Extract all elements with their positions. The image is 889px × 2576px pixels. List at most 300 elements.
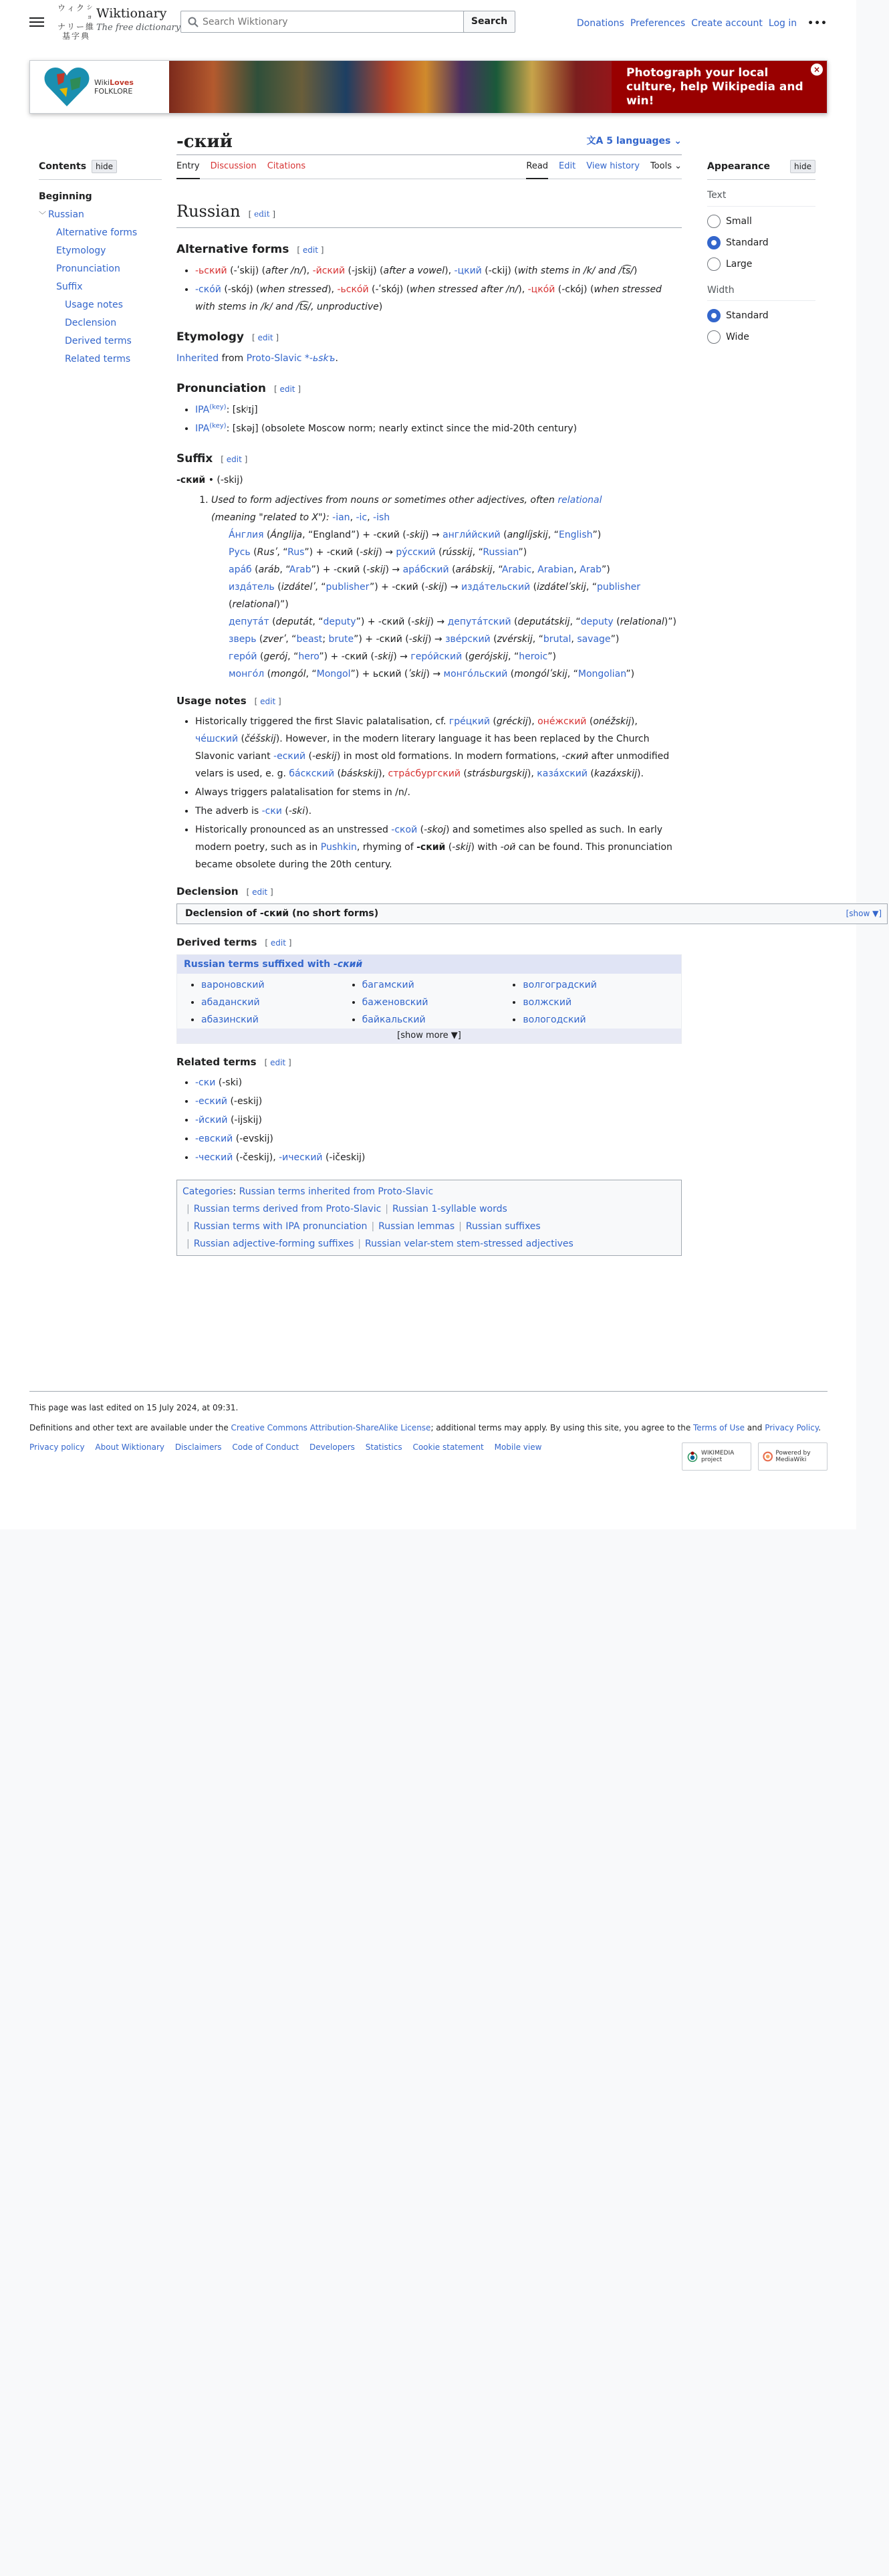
radio-button-selected[interactable] (707, 236, 721, 249)
gloss-link[interactable]: Russian (483, 547, 519, 558)
edit-link[interactable]: edit (254, 209, 270, 219)
category-link[interactable]: Russian suffixes (465, 1221, 541, 1232)
logo-char: ナ (57, 22, 66, 31)
term-link[interactable]: волжский (523, 997, 572, 1008)
usage-notes-list (195, 713, 682, 873)
categories-link[interactable]: Categories (182, 1186, 233, 1197)
term-link[interactable]: Русь (229, 547, 251, 558)
synonym-link[interactable]: -ish (373, 512, 390, 523)
category-link[interactable]: Russian terms with IPA pronunciation (193, 1221, 368, 1232)
gloss-link[interactable]: deputy (580, 617, 614, 627)
page-tabs (176, 155, 682, 179)
term-link[interactable]: баженовский (362, 997, 428, 1008)
section-heading: Alternative forms (176, 243, 289, 256)
heart-globe-icon (43, 66, 90, 108)
preferences-link[interactable]: Preferences (630, 18, 686, 29)
list-item (201, 1011, 357, 1029)
edit-section-link[interactable]: [ edit ] (273, 385, 301, 394)
list-item (195, 1093, 682, 1110)
text-size-standard[interactable] (707, 232, 815, 253)
banner-logo (30, 61, 169, 113)
etymology-text (176, 350, 682, 367)
create-account-link[interactable]: Create account (691, 18, 763, 29)
footer-link-disclaimers[interactable]: Disclaimers (174, 1442, 222, 1452)
radio-label: Standard (726, 310, 769, 322)
gloss-link[interactable]: publisher (597, 582, 640, 593)
term-link[interactable]: геро́йский (410, 651, 463, 662)
section-derived-terms (176, 935, 682, 950)
term-link[interactable]: -цкий (454, 265, 482, 276)
ipa-link[interactable]: IPA (195, 423, 210, 434)
languages-button[interactable] (587, 134, 682, 148)
banner-photo-strip (169, 61, 612, 113)
logo-char: ク (76, 3, 84, 13)
banner-loves: Loves (110, 78, 134, 87)
text-size-label: Text (707, 188, 815, 206)
appearance-hide-button[interactable]: hide (790, 160, 815, 173)
gloss-link[interactable]: publisher (326, 582, 370, 593)
search-button[interactable]: Search (463, 11, 515, 33)
definition-text: Used to form adjectives from nouns or sometimes other adjectives, often (211, 495, 555, 506)
translit: (-ijskij) (230, 1115, 262, 1125)
edit-section-link[interactable]: [ edit ] (264, 1058, 291, 1067)
wikimedia-logo-icon (686, 1449, 698, 1464)
width-label: Width (707, 283, 815, 301)
term-link[interactable]: -ьско́й (337, 284, 369, 295)
relational-link[interactable]: relational (557, 495, 602, 506)
mediawiki-badge[interactable] (758, 1442, 828, 1471)
derived-column (362, 976, 518, 1029)
edit-link[interactable]: edit (270, 1058, 286, 1067)
example-line: депута́т (deputát, “deputy”) + -ский (-skij) → депута́тский (deputátskij, “deputy (relational)”) (229, 617, 676, 627)
headword-line (176, 471, 682, 489)
term-link[interactable]: оне́жский (537, 716, 587, 727)
list-item (362, 976, 518, 994)
category-link[interactable]: Russian 1-syllable words (392, 1204, 507, 1214)
ipa-value: [skəj] (232, 423, 259, 434)
term-link[interactable]: -ско́й (195, 284, 221, 295)
root-link[interactable]: *-ьskъ (304, 353, 336, 364)
term-link[interactable]: депута́т (229, 617, 269, 627)
toc-item-suffix[interactable] (39, 278, 162, 296)
category-link[interactable]: Russian terms inherited from Proto-Slavic (239, 1186, 434, 1197)
list-item (362, 994, 518, 1011)
toc-item-usage-notes[interactable] (39, 296, 162, 314)
site-wordmark[interactable]: Wiktionary (96, 6, 167, 21)
chevron-down-icon: ⌄ (671, 161, 682, 171)
section-heading: Related terms (176, 1056, 257, 1068)
user-navigation (571, 16, 828, 31)
term-link[interactable]: монго́л (229, 669, 265, 679)
toc-item-pronunciation[interactable] (39, 260, 162, 278)
gloss-link[interactable]: Mongolian (578, 669, 626, 679)
gloss-link[interactable]: Mongol (316, 669, 351, 679)
term-link[interactable]: вологодский (523, 1014, 586, 1025)
login-link[interactable]: Log in (768, 18, 797, 29)
definitions-list (211, 492, 682, 683)
logo-char: ウ (57, 3, 66, 13)
term-link[interactable]: стра́сбургский (388, 768, 461, 779)
page-footer (29, 1391, 828, 1463)
tab-citations[interactable]: Citations (267, 161, 306, 171)
derived-terms-box (176, 954, 682, 1044)
list-item (523, 976, 678, 994)
license-pre: Definitions and other text are available under the (29, 1423, 231, 1432)
edit-section-link[interactable]: [ edit ] (248, 209, 276, 219)
appearance-title: Appearance (707, 161, 770, 172)
list-item: • Always triggers palatalisation for stems in /n/. (195, 784, 682, 801)
derived-head-word: -ский (334, 959, 363, 970)
list-item (195, 1149, 682, 1166)
term-link[interactable]: изда́тель (229, 582, 275, 593)
section-heading: Declension (176, 885, 239, 897)
headword: -ский (176, 475, 206, 486)
appearance-panel (707, 159, 815, 348)
section-russian (176, 201, 682, 228)
pronunciation-list (195, 401, 682, 437)
tab-edit[interactable]: Edit (559, 161, 576, 171)
pushkin-link[interactable]: Pushkin (320, 842, 357, 853)
donations-link[interactable]: Donations (576, 18, 624, 29)
list-item (362, 1011, 518, 1029)
footer-badges (682, 1442, 828, 1471)
toc-item-beginning[interactable]: Beginning (39, 191, 92, 203)
translit: (-eskij) (230, 1096, 263, 1107)
gloss-link[interactable]: beast (296, 634, 323, 645)
main-menu-icon[interactable] (29, 15, 44, 29)
list-item: • IPA$^{(key)}$: [skʲɪj] (195, 401, 682, 419)
radio-label: Large (726, 258, 753, 270)
term-link[interactable]: -ческий (195, 1152, 233, 1163)
term-link[interactable]: депута́тский (447, 617, 511, 627)
page-title-row (176, 130, 682, 155)
radio-button-selected[interactable] (707, 309, 721, 322)
gloss-link[interactable]: Rus (287, 547, 305, 558)
proto-slavic-link[interactable]: Proto-Slavic (246, 353, 302, 364)
edit-section-link[interactable]: [ edit ] (246, 887, 273, 897)
mediawiki-logo-icon (763, 1449, 773, 1464)
logo-char: 典 (80, 31, 89, 41)
term-link[interactable]: -цко́й (527, 284, 555, 295)
search-input[interactable] (203, 12, 477, 32)
term-link[interactable]: байкальский (362, 1014, 426, 1025)
license-text (29, 1421, 828, 1434)
gloss-link[interactable]: savage (577, 634, 611, 645)
section-etymology (176, 329, 682, 346)
gloss-link[interactable]: Arab (289, 564, 311, 575)
toc-link[interactable]: Alternative forms (56, 227, 138, 239)
show-declension-toggle[interactable]: [show ▼] (846, 909, 882, 918)
derived-terms-columns (177, 974, 681, 1029)
toc-item-derived-terms[interactable] (39, 332, 162, 350)
toc-item-russian[interactable] (39, 206, 162, 224)
logo-char: ー (76, 22, 84, 31)
derived-column (201, 976, 357, 1029)
related-terms-list (195, 1074, 682, 1166)
term-link[interactable]: -еский (273, 751, 306, 762)
list-item: • Historically pronounced as an unstressed -ской (-skoj) and sometimes also spelled as such. In early modern poetry, such as in Pushkin, rhyming of -ский (-skij) with -ой can be found. This pronunciation became obsolete during the 20th century. (195, 821, 682, 873)
list-item (195, 1111, 682, 1129)
radio-label: Wide (726, 332, 749, 343)
footer-link-mobile-view[interactable]: Mobile view (494, 1442, 542, 1452)
section-heading: Suffix (176, 452, 213, 465)
tab-entry[interactable]: Entry (176, 155, 200, 179)
toc-link[interactable]: Declension (65, 318, 117, 329)
campaign-banner[interactable] (29, 60, 828, 114)
toc-link[interactable]: Related terms (65, 354, 131, 365)
wikimedia-badge[interactable] (682, 1442, 751, 1471)
width-standard[interactable] (707, 305, 815, 326)
term-link[interactable]: волгоградский (523, 980, 597, 990)
toc-item-declension[interactable] (39, 314, 162, 332)
logo-char: 字 (71, 31, 80, 41)
synonym-link[interactable]: -ian (332, 512, 350, 523)
edit-link[interactable]: edit (252, 887, 268, 897)
gloss-link[interactable]: English (558, 530, 593, 540)
edit-section-link[interactable]: [ edit ] (221, 455, 248, 464)
toc-title: Contents (39, 161, 87, 172)
banner-wiki: Wiki (94, 78, 110, 87)
show-more-button[interactable]: [show more ▼] (177, 1029, 681, 1043)
banner-message[interactable] (612, 61, 827, 113)
privacy-link[interactable]: Privacy Policy (765, 1423, 819, 1432)
section-heading: Derived terms (176, 936, 257, 948)
category-link[interactable]: Russian adjective-forming suffixes (193, 1239, 354, 1249)
etymology-from: from (221, 353, 244, 364)
inherited-link[interactable]: Inherited (176, 353, 219, 364)
example-line: ара́б (aráb, “Arab”) + -ский (-skij) → ара́бский (arábskij, “Arabic, Arabian, Arab”) (229, 564, 610, 575)
search-icon (188, 17, 199, 27)
term-link[interactable]: англи́йский (442, 530, 501, 540)
etymology-end: . (335, 353, 338, 364)
derived-category-link[interactable] (184, 959, 362, 970)
toc-item-related-terms[interactable] (39, 350, 162, 368)
section-alternative-forms (176, 241, 682, 258)
section-heading: Etymology (176, 330, 244, 344)
section-heading: Usage notes (176, 695, 247, 707)
declension-table-collapsed[interactable] (176, 903, 888, 924)
mediawiki-badge-text: Powered by MediaWiki (775, 1450, 811, 1463)
term-link[interactable]: вароновский (201, 980, 265, 990)
derived-terms-header (177, 955, 681, 974)
ipa-link[interactable]: IPA (195, 405, 210, 415)
languages-label: 5 languages (606, 136, 671, 146)
derived-column (523, 976, 678, 1029)
term-link[interactable]: багамский (362, 980, 414, 990)
section-declension (176, 884, 682, 899)
term-link[interactable]: геро́й (229, 651, 257, 662)
toc-link[interactable]: Etymology (56, 245, 106, 257)
tools-menu[interactable] (650, 155, 682, 179)
footer-link-code-of-conduct[interactable]: Code of Conduct (232, 1442, 299, 1452)
edit-section-link[interactable]: [ edit ] (297, 245, 324, 255)
tools-label: Tools (650, 161, 672, 171)
license-and: and (744, 1423, 765, 1432)
translit: (-ičeskij) (325, 1152, 366, 1163)
appearance-header (707, 159, 815, 180)
toc-link[interactable]: Suffix (56, 282, 83, 293)
edit-section-link[interactable]: [ edit ] (254, 697, 281, 706)
translit: (-českij), (235, 1152, 276, 1163)
term-link[interactable]: зве́рский (445, 634, 491, 645)
chevron-down-icon[interactable]: ﹀ (39, 211, 46, 220)
term-link[interactable]: ара́бский (402, 564, 449, 575)
example-line: изда́тель (izdátelʹ, “publisher”) + -ский (-skij) → изда́тельский (izdátelʹskij, “publisher (relational)”) (229, 582, 640, 610)
translit: (-ski) (218, 1077, 243, 1088)
example-line: геро́й (gerój, “hero”) + -ский (-skij) → геро́йский (gerójskij, “heroic”) (229, 651, 557, 662)
gloss-link[interactable]: Arab (580, 564, 602, 575)
license-end: . (818, 1423, 821, 1432)
text-size-small[interactable] (707, 211, 815, 232)
meaning-note: (meaning "related to X"): -ian, -ic, -ish (211, 512, 390, 523)
banner-text: Photograph your local culture, help Wikipedia and win! (626, 66, 803, 108)
radio-label: Standard (726, 237, 769, 248)
section-heading: Pronunciation (176, 382, 266, 395)
term-link[interactable]: -ический (279, 1152, 323, 1163)
meaning-text: (meaning "related to X"): (211, 512, 333, 523)
synonym-link[interactable]: -ic (356, 512, 368, 523)
tab-view-history[interactable]: View history (586, 161, 640, 171)
term-link[interactable]: -ьский (195, 265, 227, 276)
edit-link[interactable]: edit (279, 385, 295, 394)
term-link[interactable]: -йский (312, 265, 346, 276)
list-item (201, 994, 357, 1011)
close-icon[interactable]: × (811, 64, 823, 76)
term-link[interactable]: монго́льский (443, 669, 508, 679)
banner-folklore: FOLKLORE (94, 87, 133, 96)
radio-button[interactable] (707, 215, 721, 228)
example-list (211, 526, 682, 683)
logo-char: ィ (66, 3, 75, 13)
edit-link[interactable]: edit (257, 333, 273, 342)
toc-link[interactable]: Pronunciation (56, 263, 120, 275)
ipa-key-link[interactable]: (key) (209, 422, 227, 430)
toc-link[interactable]: Derived terms (65, 336, 132, 347)
translit: (-evskij) (235, 1134, 273, 1144)
list-item: • -ско́й (-skój) (when stressed), -ьско́й (-ʹskój) (when stressed after /n/), -цко́й (-ckój) (when stressed with stems in /k/ and /t͡s/, unproductive) (195, 281, 682, 316)
example-line: монго́л (mongól, “Mongol”) + ьский (ʹskij) → монго́льский (mongólʹskij, “Mongolian”) (229, 669, 635, 679)
term-link[interactable]: А́нглия (229, 530, 264, 540)
edit-link[interactable]: edit (302, 245, 318, 255)
logo-char: ショ (86, 5, 93, 21)
width-wide[interactable] (707, 326, 815, 348)
term-link[interactable]: абаданский (201, 997, 260, 1008)
category-link[interactable]: Russian velar-stem stem-stressed adjectives (365, 1239, 574, 1249)
logo-char: 基 (61, 31, 70, 41)
list-item: • -ьский (-ʹskij) (after /n/), -йский (-jskij) (after a vowel), -цкий (-ckij) (with stems in /k/ and /t͡s/) (195, 262, 682, 280)
term-link[interactable]: гре́цкий (449, 716, 490, 727)
example-line: Русь (Rusʹ, “Rus”) + -ский (-skij) → ру́сский (rússkij, “Russian”) (229, 547, 527, 558)
example-line: А́нглия (Ánglija, “England”) + -ский (-skij) → англи́йский (anglíjskij, “English”) (229, 530, 602, 540)
list-item (523, 994, 678, 1011)
gloss-link[interactable]: heroic (519, 651, 548, 662)
chevron-down-icon: ⌄ (670, 136, 682, 146)
wiktionary-logo[interactable] (56, 3, 95, 41)
toc-link[interactable]: Usage notes (65, 300, 123, 311)
toc-header (39, 159, 162, 180)
list-item (523, 1011, 678, 1029)
tab-read[interactable]: Read (526, 155, 548, 179)
term-link[interactable]: каза́хский (537, 768, 588, 779)
edit-section-link[interactable]: [ edit ] (251, 333, 279, 342)
term-link[interactable]: -ски (261, 806, 282, 817)
list-item (195, 1130, 682, 1148)
gloss-link[interactable]: hero (298, 651, 320, 662)
category-link[interactable]: Russian terms derived from Proto-Slavic (193, 1204, 382, 1214)
footer-link-about[interactable]: About Wiktionary (95, 1442, 164, 1452)
term-link[interactable]: -ски (195, 1077, 216, 1088)
term-link[interactable]: -ской (391, 825, 418, 835)
gloss-link[interactable]: brutal (543, 634, 572, 645)
section-pronunciation (176, 381, 682, 397)
categories-box: Categories: Russian terms inherited from Proto-Slavic | Russian terms derived from Proto-Slavic | Russian 1-syllable words | Russian terms with IPA pronunciation | Russian lemmas | Russian suffixes | Russian adjective-forming suffixes | Russian velar-stem stem-stressed adjectives (176, 1180, 682, 1256)
wikimedia-badge-text: WIKIMEDIA project (701, 1450, 735, 1463)
license-mid: ; additional terms may apply. By using this site, you agree to the (430, 1423, 694, 1432)
page-title: -ский (176, 132, 233, 152)
footer-link-cookie-statement[interactable]: Cookie statement (412, 1442, 484, 1452)
terms-link[interactable]: Terms of Use (693, 1423, 745, 1432)
term-link[interactable]: -евский (195, 1134, 233, 1144)
radio-label: Small (726, 215, 752, 227)
term-link[interactable]: -еский (195, 1096, 228, 1107)
term-link[interactable]: ру́сский (396, 547, 436, 558)
gloss-link[interactable]: Arabian (537, 564, 574, 575)
toc-item-etymology[interactable] (39, 242, 162, 260)
radio-button[interactable] (707, 330, 721, 344)
list-item (195, 1074, 682, 1091)
edit-link[interactable]: edit (260, 697, 276, 706)
category-link[interactable]: Russian lemmas (378, 1221, 455, 1232)
footer-link-privacy-policy[interactable]: Privacy policy (29, 1442, 85, 1452)
logo-char: リ (66, 22, 75, 31)
gloss-link[interactable]: Arabic (501, 564, 532, 575)
term-link[interactable]: абазинский (201, 1014, 259, 1025)
toc-link[interactable]: Russian (48, 209, 84, 221)
ellipsis-icon[interactable]: ••• (807, 18, 828, 29)
footer-link-statistics[interactable]: Statistics (365, 1442, 402, 1452)
ipa-value: [skʲɪj] (232, 405, 258, 415)
section-related-terms (176, 1055, 682, 1070)
list-item (201, 976, 357, 994)
term-link[interactable]: че́шский (195, 734, 239, 744)
edit-link[interactable]: edit (226, 455, 242, 464)
ipa-key-link[interactable]: (key) (209, 403, 227, 411)
footer-link-developers[interactable]: Developers (309, 1442, 355, 1452)
term-link[interactable]: -йский (195, 1115, 228, 1125)
section-suffix (176, 451, 682, 467)
term-link[interactable]: зверь (229, 634, 257, 645)
tab-discussion[interactable]: Discussion (210, 161, 257, 171)
license-link[interactable]: Creative Commons Attribution-ShareAlike License (231, 1423, 431, 1432)
gloss-link[interactable]: brute (328, 634, 354, 645)
term-link[interactable]: изда́тельский (461, 582, 531, 593)
list-item: • IPA$^{(key)}$: [skəj] (obsolete Moscow norm; nearly extinct since the mid-20th century) (195, 420, 682, 437)
toc-hide-button[interactable]: hide (92, 160, 117, 173)
term-link[interactable]: ара́б (229, 564, 252, 575)
gloss-link[interactable]: deputy (323, 617, 356, 627)
list-item: • Historically triggered the first Slavic palatalisation, cf. гре́цкий (gréckij), оне́жский (onéžskij), че́шский (čéšskij). However, in the modern literary language it has been replaced by the Church Slavonic variant -еский (-eskij) in most old formations. In modern formations, -ский after unmodified velars is used, e. g. ба́скский (báskskij), стра́сбургский (strásburgskij), каза́хский (kazáxskij). (195, 713, 682, 782)
toc-item-alternative-forms[interactable] (39, 224, 162, 242)
edit-link[interactable]: edit (270, 938, 286, 948)
wiki-loves-folklore-wordmark (94, 78, 134, 96)
radio-button[interactable] (707, 257, 721, 271)
definition-item (211, 492, 682, 683)
text-size-large[interactable] (707, 253, 815, 275)
site-tagline: The free dictionary (96, 23, 181, 33)
edit-section-link[interactable]: [ edit ] (265, 938, 292, 948)
search-box[interactable] (180, 11, 477, 33)
term-link[interactable]: ба́скский (289, 768, 335, 779)
